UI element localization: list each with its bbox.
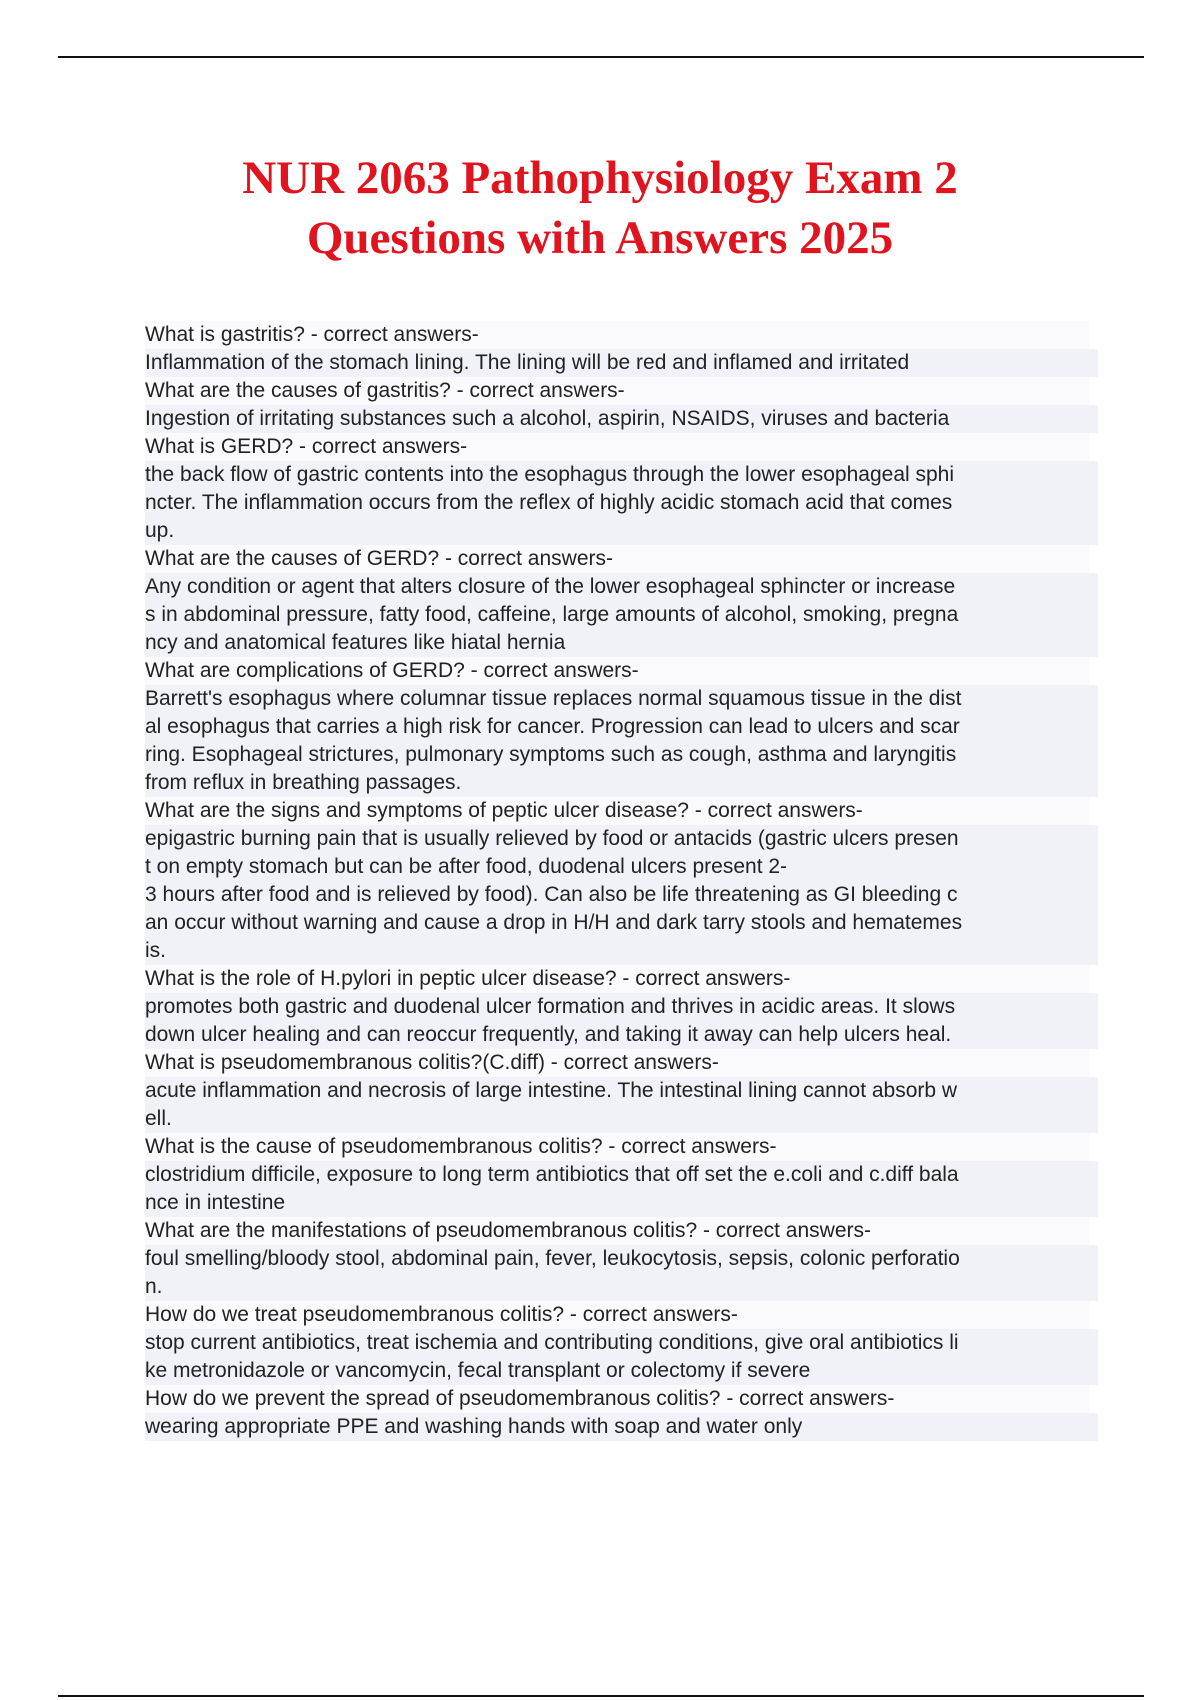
answer-text <box>145 349 1090 377</box>
question-text: What are the manifestations of pseudomembranous colitis? - correct answers- <box>145 1217 1090 1245</box>
answer-line: Any condition or agent that alters closure of the lower esophageal sphincter or increase <box>145 573 1098 601</box>
answer-line: s in abdominal pressure, fatty food, caffeine, large amounts of alcohol, smoking, pregna <box>145 601 1098 629</box>
answer-line: acute inflammation and necrosis of large intestine. The intestinal lining cannot absorb w <box>145 1077 1098 1105</box>
qa-list <box>145 321 1090 1441</box>
question-text: What is the role of H.pylori in peptic ulcer disease? - correct answers- <box>145 965 1090 993</box>
answer-line: Ingestion of irritating substances such a alcohol, aspirin, NSAIDS, viruses and bacteria <box>145 405 1098 433</box>
question-text: What is the cause of pseudomembranous colitis? - correct answers- <box>145 1133 1090 1161</box>
qa-item <box>145 657 1090 797</box>
question-text: What is pseudomembranous colitis?(C.diff) - correct answers- <box>145 1049 1090 1077</box>
answer-line: ring. Esophageal strictures, pulmonary symptoms such as cough, asthma and laryngitis <box>145 741 1098 769</box>
qa-item <box>145 433 1090 545</box>
answer-line: Inflammation of the stomach lining. The lining will be red and inflamed and irritated <box>145 349 1098 377</box>
answer-line: promotes both gastric and duodenal ulcer formation and thrives in acidic areas. It slows <box>145 993 1098 1021</box>
qa-item <box>145 1217 1090 1301</box>
title-line-1: NUR 2063 Pathophysiology Exam 2 <box>242 152 958 204</box>
answer-text <box>145 993 1090 1049</box>
question-text: What are the causes of GERD? - correct answers- <box>145 545 1090 573</box>
title-line-2: Questions with Answers 2025 <box>306 212 894 264</box>
question-text: How do we prevent the spread of pseudomembranous colitis? - correct answers- <box>145 1385 1090 1413</box>
answer-line: n. <box>145 1273 1098 1301</box>
answer-line: down ulcer healing and can reoccur frequently, and taking it away can help ulcers heal. <box>145 1021 1098 1049</box>
bottom-rule <box>58 1695 1144 1697</box>
answer-line: 3 hours after food and is relieved by food). Can also be life threatening as GI bleeding c <box>145 881 1098 909</box>
answer-line: al esophagus that carries a high risk for cancer. Progression can lead to ulcers and scar <box>145 713 1098 741</box>
answer-text <box>145 405 1090 433</box>
document-title <box>100 148 1100 268</box>
question-text: What are the signs and symptoms of peptic ulcer disease? - correct answers- <box>145 797 1090 825</box>
answer-line: the back flow of gastric contents into the esophagus through the lower esophageal sphi <box>145 461 1098 489</box>
answer-line: from reflux in breathing passages. <box>145 769 1098 797</box>
answer-line: Barrett's esophagus where columnar tissue replaces normal squamous tissue in the dist <box>145 685 1098 713</box>
answer-text <box>145 1329 1090 1385</box>
qa-item <box>145 321 1090 377</box>
answer-line: t on empty stomach but can be after food, duodenal ulcers present 2- <box>145 853 1098 881</box>
question-text: How do we treat pseudomembranous colitis? - correct answers- <box>145 1301 1090 1329</box>
answer-line: epigastric burning pain that is usually relieved by food or antacids (gastric ulcers presen <box>145 825 1098 853</box>
question-text: What are complications of GERD? - correct answers- <box>145 657 1090 685</box>
qa-item <box>145 965 1090 1049</box>
answer-line: foul smelling/bloody stool, abdominal pain, fever, leukocytosis, sepsis, colonic perforatio <box>145 1245 1098 1273</box>
answer-text <box>145 1245 1090 1301</box>
answer-text <box>145 573 1090 657</box>
question-text: What are the causes of gastritis? - correct answers- <box>145 377 1090 405</box>
answer-line: ell. <box>145 1105 1098 1133</box>
answer-line: wearing appropriate PPE and washing hands with soap and water only <box>145 1413 1098 1441</box>
qa-item <box>145 1301 1090 1385</box>
answer-line: up. <box>145 517 1098 545</box>
answer-line: clostridium difficile, exposure to long term antibiotics that off set the e.coli and c.diff bala <box>145 1161 1098 1189</box>
answer-text <box>145 685 1090 797</box>
qa-item <box>145 1049 1090 1133</box>
answer-text <box>145 461 1090 545</box>
question-text: What is gastritis? - correct answers- <box>145 321 1090 349</box>
answer-text <box>145 1077 1090 1133</box>
qa-item <box>145 377 1090 433</box>
answer-line: ncter. The inflammation occurs from the reflex of highly acidic stomach acid that comes <box>145 489 1098 517</box>
answer-line: ncy and anatomical features like hiatal hernia <box>145 629 1098 657</box>
answer-line: nce in intestine <box>145 1189 1098 1217</box>
top-rule <box>58 56 1144 58</box>
qa-item <box>145 1133 1090 1217</box>
answer-line: ke metronidazole or vancomycin, fecal transplant or colectomy if severe <box>145 1357 1098 1385</box>
answer-text <box>145 1413 1090 1441</box>
answer-line: is. <box>145 937 1098 965</box>
answer-text <box>145 825 1090 965</box>
qa-item <box>145 797 1090 965</box>
question-text: What is GERD? - correct answers- <box>145 433 1090 461</box>
qa-item <box>145 545 1090 657</box>
answer-line: stop current antibiotics, treat ischemia and contributing conditions, give oral antibiotics li <box>145 1329 1098 1357</box>
answer-text <box>145 1161 1090 1217</box>
answer-line: an occur without warning and cause a drop in H/H and dark tarry stools and hematemes <box>145 909 1098 937</box>
qa-item <box>145 1385 1090 1441</box>
